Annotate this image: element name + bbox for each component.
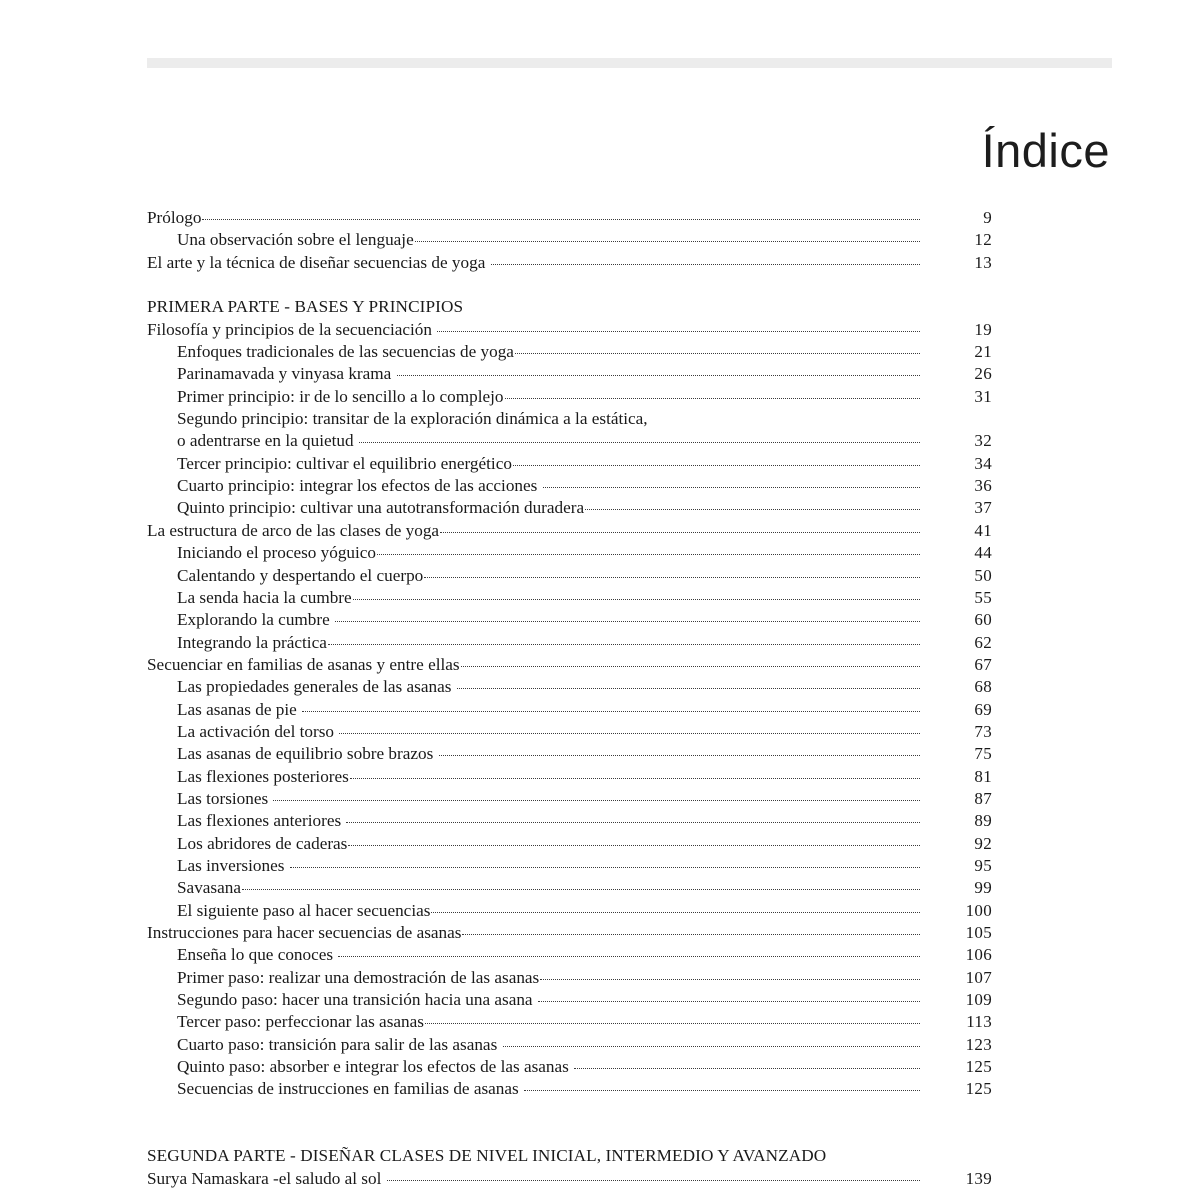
toc-page-number: 32 [974,431,992,451]
toc-spacer [147,1101,992,1123]
toc-entry-label: Prólogo [147,208,202,227]
toc-entry[interactable] [147,810,992,832]
toc-entry[interactable] [147,408,992,430]
toc-page-number: 67 [974,654,992,674]
toc-dot-leader [415,241,920,242]
toc-part-heading [147,296,992,318]
toc-dot-leader [387,1180,920,1181]
toc-dot-leader [515,353,920,354]
toc-dot-leader [540,979,920,980]
toc-entry[interactable] [147,699,992,721]
toc-entry[interactable] [147,252,992,274]
toc-dot-leader [350,778,920,779]
toc-dot-leader [543,487,920,488]
toc-dot-leader [649,420,920,421]
toc-page-number: 125 [965,1079,992,1099]
toc-entry-label: Secuencias de instrucciones en familias de asanas [177,1079,524,1099]
toc-entry[interactable] [147,654,992,676]
toc-entry-label: Las inversiones [177,855,289,875]
toc-page-number: 13 [974,252,992,272]
toc-entry-label: Segundo principio: transitar de la exploración dinámica a la estática, [177,409,648,429]
toc-dot-leader [397,375,920,376]
toc-entry[interactable] [147,207,992,229]
toc-page-number: 105 [965,923,992,942]
toc-page-number: 107 [965,967,992,987]
toc-page-number: 44 [974,543,992,563]
toc-entry-label: Primer paso: realizar una demostración de las asanas [177,967,540,987]
toc-entry[interactable] [147,319,992,341]
toc-dot-leader [335,621,920,622]
toc-entry[interactable] [147,766,992,788]
toc-entry[interactable] [147,386,992,408]
toc-page-number: 36 [974,476,992,496]
toc-dot-leader [377,554,920,555]
toc-dot-leader [339,733,920,734]
toc-page-number: 68 [974,677,992,697]
toc-entry-label: Las flexiones posteriores [177,766,349,786]
toc-entry[interactable] [147,855,992,877]
toc-page-number: 92 [974,833,992,853]
toc-entry[interactable] [147,833,992,855]
toc-page-number: 19 [974,319,992,339]
toc-entry-label: La activación del torso [177,721,339,741]
toc-dot-leader [503,1046,920,1047]
toc-entry-label: La estructura de arco de las clases de yoga [147,520,440,540]
toc-entry-label: Enfoques tradicionales de las secuencias de yoga [177,342,514,362]
toc-dot-leader [338,956,920,957]
toc-page-number: 12 [974,230,992,250]
toc-page-number: 62 [974,632,992,652]
toc-page-number: 55 [974,587,992,607]
toc-page-number: 21 [974,342,992,362]
toc-entry-label: Una observación sobre el lenguaje [177,230,414,250]
toc-entry-label: Las propiedades generales de las asanas [177,677,456,697]
toc-entry[interactable] [147,542,992,564]
toc-dot-leader [425,1023,920,1024]
toc-dot-leader [524,1090,920,1091]
toc-dot-leader [424,577,920,578]
toc-dot-leader [302,711,920,712]
toc-dot-leader [440,532,920,533]
toc-page-number: 100 [965,900,992,920]
toc-dot-leader [457,688,920,689]
toc-entry-label: El arte y la técnica de diseñar secuencias de yoga [147,252,490,272]
toc-entry-label: Las flexiones anteriores [177,811,346,831]
toc-dot-leader [462,934,920,935]
toc-entry-label: Las torsiones [177,788,273,808]
toc-entry[interactable] [147,497,992,519]
toc-entry-label: Las asanas de pie [177,699,302,719]
toc-dot-leader [353,599,920,600]
toc-entry-label: o adentrarse en la quietud [177,431,358,451]
toc-entry[interactable] [147,900,992,922]
toc-page-number: 41 [974,520,992,540]
toc-entry-label: Enseña lo que conoces [177,945,338,965]
toc-entry[interactable] [147,944,992,966]
toc-entry[interactable] [147,989,992,1011]
toc-dot-leader [505,398,921,399]
toc-dot-leader [538,1001,920,1002]
toc-page-number: 81 [974,766,992,786]
toc-entry[interactable] [147,1034,992,1056]
toc-page-number: 125 [965,1057,992,1077]
toc-dot-leader [585,509,920,510]
table-of-contents [147,207,992,1190]
toc-page-number: 95 [974,855,992,875]
toc-dot-leader [290,867,920,868]
toc-dot-leader [439,755,920,756]
toc-entry[interactable] [147,632,992,654]
toc-page-number: 109 [965,990,992,1010]
header-decorative-rule [147,58,1112,68]
toc-entry-label: Cuarto paso: transición para salir de las asanas [177,1034,502,1054]
page-title: Índice [981,124,1110,178]
toc-page-number: 99 [974,878,992,898]
toc-page-number: 34 [974,453,992,473]
toc-entry-label: Calentando y despertando el cuerpo [177,565,424,585]
toc-entry-label: Parinamavada y vinyasa krama [177,364,396,384]
toc-entry-label: Secuenciar en familias de asanas y entre ellas [147,654,460,674]
toc-entry[interactable] [147,363,992,385]
toc-dot-leader [513,465,920,466]
toc-page-number: 139 [965,1168,992,1188]
toc-page-number: 37 [974,498,992,518]
toc-dot-leader [242,889,920,890]
toc-dot-leader [328,644,920,645]
toc-dot-leader [346,822,920,823]
toc-entry[interactable] [147,721,992,743]
toc-entry[interactable] [147,1011,992,1033]
toc-dot-leader [491,264,920,265]
toc-entry[interactable] [147,430,992,452]
toc-entry-label: Explorando la cumbre [177,610,335,630]
toc-page-number: 60 [974,610,992,630]
toc-dot-leader [461,666,920,667]
toc-entry-label: Instrucciones para hacer secuencias de asanas [147,923,462,942]
toc-spacer [147,274,992,296]
toc-dot-leader [574,1068,920,1069]
toc-part-heading [147,1145,992,1167]
toc-entry-label: Tercer principio: cultivar el equilibrio energético [177,453,512,473]
toc-entry[interactable] [147,967,992,989]
toc-dot-leader [348,845,920,846]
toc-entry-label: Filosofía y principios de la secuenciación [147,319,437,339]
toc-entry-label: Surya Namaskara -el saludo al sol [147,1168,386,1188]
toc-entry-label: La senda hacia la cumbre [177,587,352,607]
toc-dot-leader [437,331,920,332]
toc-entry-label: Quinto paso: absorber e integrar los efectos de las asanas [177,1057,574,1077]
toc-entry[interactable] [147,609,992,631]
toc-page-number: 75 [974,744,992,764]
toc-entry-label: Segundo paso: hacer una transición hacia una asana [177,990,537,1010]
toc-page-number: 31 [974,386,992,406]
toc-page-number: 73 [974,721,992,741]
toc-dot-leader [202,219,920,220]
toc-entry-label: Tercer paso: perfeccionar las asanas [177,1012,424,1032]
toc-page-number: 106 [965,945,992,965]
toc-part-label: PRIMERA PARTE - BASES Y PRINCIPIOS [147,297,464,317]
toc-entry[interactable] [147,1168,992,1190]
toc-entry[interactable] [147,743,992,765]
toc-page-number: 89 [974,811,992,831]
toc-entry[interactable] [147,341,992,363]
toc-entry-label: Las asanas de equilibrio sobre brazos [177,744,438,764]
toc-entry[interactable] [147,676,992,698]
toc-entry[interactable] [147,475,992,497]
toc-dot-leader [273,800,920,801]
toc-entry[interactable] [147,922,992,944]
toc-page-number: 9 [983,208,992,227]
toc-entry-label: Quinto principio: cultivar una autotransformación duradera [177,498,585,518]
toc-entry[interactable] [147,520,992,542]
toc-entry[interactable] [147,229,992,251]
toc-page-number: 113 [966,1012,992,1032]
toc-page-number: 87 [974,788,992,808]
toc-entry[interactable] [147,788,992,810]
toc-entry-label: Savasana [177,878,241,898]
toc-entry[interactable] [147,1056,992,1078]
toc-spacer [147,1123,992,1145]
toc-entry[interactable] [147,1078,992,1100]
toc-page-number: 69 [974,699,992,719]
toc-page-number: 26 [974,364,992,384]
toc-part-label: SEGUNDA PARTE - DISEÑAR CLASES DE NIVEL INICIAL, INTERMEDIO Y AVANZADO [147,1146,827,1166]
toc-dot-leader [359,442,920,443]
toc-entry[interactable] [147,453,992,475]
toc-entry-label: El siguiente paso al hacer secuencias [177,900,431,920]
toc-entry-label: Integrando la práctica [177,632,327,652]
toc-page-number: 123 [965,1034,992,1054]
toc-dot-leader [431,912,920,913]
toc-entry[interactable] [147,565,992,587]
toc-entry[interactable] [147,587,992,609]
toc-entry-label: Los abridores de caderas [177,833,348,853]
toc-entry[interactable] [147,877,992,899]
toc-entry-label: Cuarto principio: integrar los efectos de las acciones [177,476,542,496]
toc-page-number: 50 [974,565,992,585]
toc-entry-label: Primer principio: ir de lo sencillo a lo complejo [177,386,504,406]
toc-entry-label: Iniciando el proceso yóguico [177,543,377,563]
